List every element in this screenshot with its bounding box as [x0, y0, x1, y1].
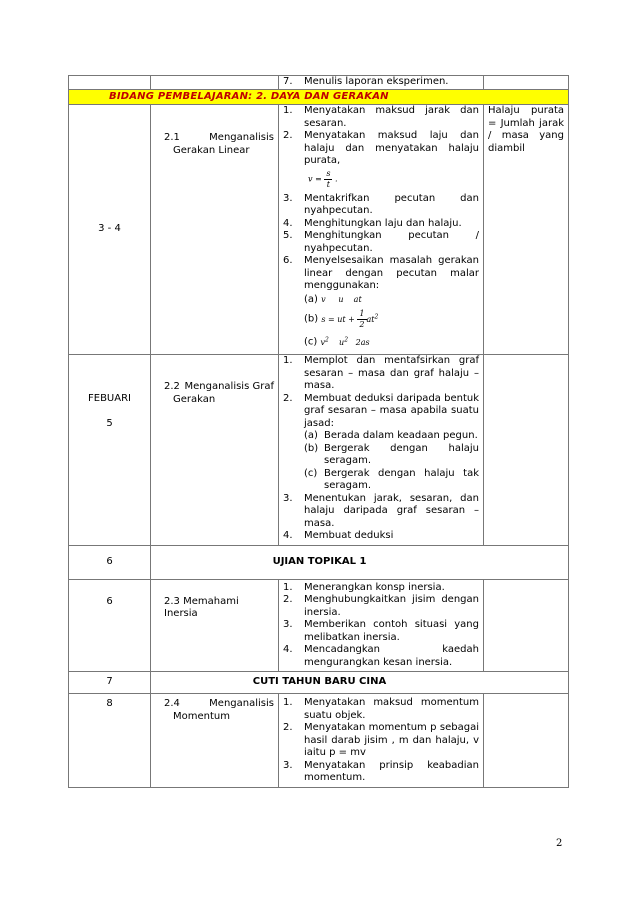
- topic-title-rest: Gerakan: [173, 393, 216, 405]
- week-cell: [69, 105, 151, 355]
- topic-number: 2.2: [164, 381, 180, 393]
- item-text: Menyatakan maksud laju dan halaju dan menyatakan halaju purata,: [304, 130, 479, 166]
- list-item: [283, 355, 479, 393]
- topic-title-rest: Momentum: [173, 710, 230, 722]
- item-text: Memplot dan mentafsirkan graf sesaran – masa dan graf halaju – masa.: [304, 355, 479, 392]
- formula-text: 2as: [355, 337, 370, 347]
- sub-item-label: (c): [304, 467, 318, 479]
- notes-cell: [484, 579, 569, 672]
- item-number: 1.: [283, 105, 293, 116]
- item-number: 1.: [283, 581, 293, 593]
- item-number: 6.: [283, 255, 293, 266]
- notes-cell: [484, 694, 569, 788]
- topic-cell: [151, 76, 279, 90]
- item-number: 2.: [283, 130, 293, 141]
- sub-item-label: (b): [304, 442, 319, 454]
- objectives-cell: [279, 579, 484, 672]
- table-row: [69, 105, 569, 355]
- item-text: Mencadangkan kaedah mengurangkan kesan inersia.: [304, 644, 479, 668]
- formula-c: [304, 334, 479, 352]
- sub-item: [304, 468, 479, 493]
- objectives-cell: [279, 76, 484, 90]
- fraction-numerator: s: [326, 168, 331, 178]
- list-item: [283, 393, 479, 493]
- formula-text: v: [320, 337, 326, 347]
- objectives-cell: [279, 694, 484, 788]
- topic-title-word: Menganalisis: [209, 698, 274, 710]
- table-row: [69, 76, 569, 90]
- list-item: [283, 218, 479, 231]
- notes-cell: [484, 355, 569, 546]
- section-banner: [69, 89, 569, 105]
- item-number: 4.: [283, 644, 293, 656]
- objectives-cell: [279, 355, 484, 546]
- formula-a: [304, 294, 479, 307]
- formula-label: (a): [304, 293, 318, 305]
- list-item: [283, 493, 479, 531]
- list-item: [283, 582, 479, 595]
- lesson-plan-table: [68, 75, 569, 788]
- item-text: Menentukan jarak, sesaran, dan halaju daripada graf sesaran – masa.: [304, 492, 479, 529]
- item-number: 3.: [283, 619, 293, 631]
- item-text: Menyatakan maksud jarak dan sesaran.: [304, 105, 479, 129]
- week-label: 7: [106, 676, 113, 688]
- sub-item-text: Berada dalam keadaan pegun.: [324, 430, 478, 442]
- item-text: Memberikan contoh situasi yang melibatkan inersia.: [304, 619, 479, 643]
- list-item: [283, 193, 479, 218]
- item-text: Menyatakan maksud momentum suatu objek.: [304, 697, 479, 721]
- note-text: Halaju purata = Jumlah jarak / masa yang diambil: [488, 105, 564, 154]
- week-cell: [69, 694, 151, 788]
- formula-text: at: [366, 314, 375, 324]
- list-item: [283, 760, 479, 785]
- table-row: [69, 545, 569, 579]
- formula-superscript: 2: [374, 312, 379, 320]
- list-item: [283, 130, 479, 193]
- sub-item: [304, 443, 479, 468]
- list-item: [283, 230, 479, 255]
- event-title: UJIAN TOPIKAL 1: [272, 555, 367, 567]
- item-text: Membuat deduksi: [304, 530, 394, 542]
- table-row: [69, 694, 569, 788]
- formula-label: (c): [304, 336, 318, 348]
- table-row: [69, 672, 569, 694]
- week-cell: [69, 76, 151, 90]
- month-label: FEBUARI: [88, 393, 131, 405]
- notes-cell: [484, 76, 569, 90]
- week-label: 5: [106, 417, 113, 429]
- topic-title: 2.3 Memahami Inersia: [164, 595, 239, 620]
- week-label: 6: [106, 595, 113, 607]
- topic-title-word: Menganalisis: [209, 132, 274, 143]
- sub-item-text: Bergerak dengan halaju seragam.: [324, 442, 479, 467]
- topic-cell: [151, 579, 279, 672]
- item-number: 2.: [283, 594, 293, 606]
- list-item: [283, 619, 479, 644]
- item-text: Menyelsesaikan masalah gerakan linear dengan pecutan malar menggunakan:: [304, 255, 479, 291]
- formula-superscript: 2: [325, 336, 329, 343]
- topic-title-word: Menganalisis Graf: [184, 381, 274, 393]
- list-item: [283, 722, 479, 760]
- section-banner-text: BIDANG PEMBELAJARAN: 2. DAYA DAN GERAKAN: [109, 90, 389, 102]
- list-item: [283, 697, 479, 722]
- item-number: 1.: [283, 697, 293, 709]
- item-text: Menyatakan prinsip keabadian momentum.: [304, 759, 479, 784]
- fraction-denominator: 2: [359, 320, 365, 329]
- list-item: [283, 255, 479, 352]
- week-label: 8: [106, 698, 113, 710]
- list-item: [283, 644, 479, 669]
- formula-fraction: [357, 309, 366, 330]
- objectives-cell: [279, 105, 484, 355]
- list-item: [283, 76, 479, 89]
- topic-cell: [151, 105, 279, 355]
- notes-cell: [484, 105, 569, 355]
- formula-b: [304, 309, 479, 330]
- sub-item-text: Bergerak dengan halaju tak seragam.: [324, 467, 479, 492]
- week-cell: [69, 355, 151, 546]
- item-number: 4.: [283, 217, 293, 229]
- week-label: 3 - 4: [98, 223, 121, 235]
- event-title-cell: [151, 545, 569, 579]
- topic-title-rest: Gerakan Linear: [173, 144, 250, 156]
- item-number: 1.: [283, 355, 293, 367]
- item-number: 7.: [283, 76, 293, 87]
- item-text: Menerangkan konsp inersia.: [304, 581, 445, 593]
- formula-text: u: [339, 337, 345, 347]
- week-cell: [69, 672, 151, 694]
- table-row: [69, 355, 569, 546]
- event-title-cell: [151, 672, 569, 694]
- item-number: 4.: [283, 530, 293, 542]
- item-text: Menulis laporan eksperimen.: [304, 76, 449, 87]
- sub-item-label: (a): [304, 430, 318, 442]
- topic-number: 2.4: [164, 698, 180, 710]
- week-cell: [69, 545, 151, 579]
- week-cell: [69, 579, 151, 672]
- section-banner-row: [69, 89, 569, 105]
- list-item: [283, 594, 479, 619]
- sub-item: [304, 430, 479, 443]
- page-number: 2: [556, 838, 563, 849]
- event-title: CUTI TAHUN BARU CINA: [252, 676, 387, 688]
- item-text: Mentakrifkan pecutan dan nyahpecutan.: [304, 192, 479, 216]
- week-label: 6: [106, 555, 113, 567]
- formula-label: (b): [304, 313, 319, 325]
- list-item: [283, 105, 479, 130]
- formula-fraction: [324, 169, 332, 190]
- topic-cell: [151, 694, 279, 788]
- average-velocity-formula: v = $\frac{s}{t}$ .: [308, 168, 338, 189]
- formula-text: v u at: [321, 294, 362, 304]
- item-number: 3.: [283, 192, 293, 204]
- item-text: Menghubungkaitkan jisim dengan inersia.: [304, 594, 479, 618]
- fraction-numerator: 1: [359, 309, 365, 318]
- topic-number: 2.1: [164, 132, 180, 143]
- item-number: 3.: [283, 759, 293, 771]
- list-item: [283, 530, 479, 543]
- item-text: Menghitungkan laju dan halaju.: [304, 217, 462, 229]
- topic-cell: [151, 355, 279, 546]
- item-text: Membuat deduksi daripada bentuk graf sesaran – masa apabila suatu jasad:: [304, 392, 479, 429]
- formula-lhs: v: [308, 174, 313, 183]
- item-number: 5.: [283, 230, 293, 241]
- formula-text: s = ut +: [321, 314, 355, 324]
- item-text: Menyatakan momentum p sebagai hasil darab jisim , m dan halaju, v iaitu p = mv: [304, 722, 479, 759]
- item-text: Menghitungkan pecutan / nyahpecutan.: [304, 230, 479, 254]
- formula-superscript: 2: [344, 336, 349, 343]
- item-number: 2.: [283, 392, 293, 404]
- fraction-denominator: t: [326, 179, 330, 189]
- item-number: 2.: [283, 722, 293, 734]
- item-number: 3.: [283, 492, 293, 504]
- table-row: [69, 579, 569, 672]
